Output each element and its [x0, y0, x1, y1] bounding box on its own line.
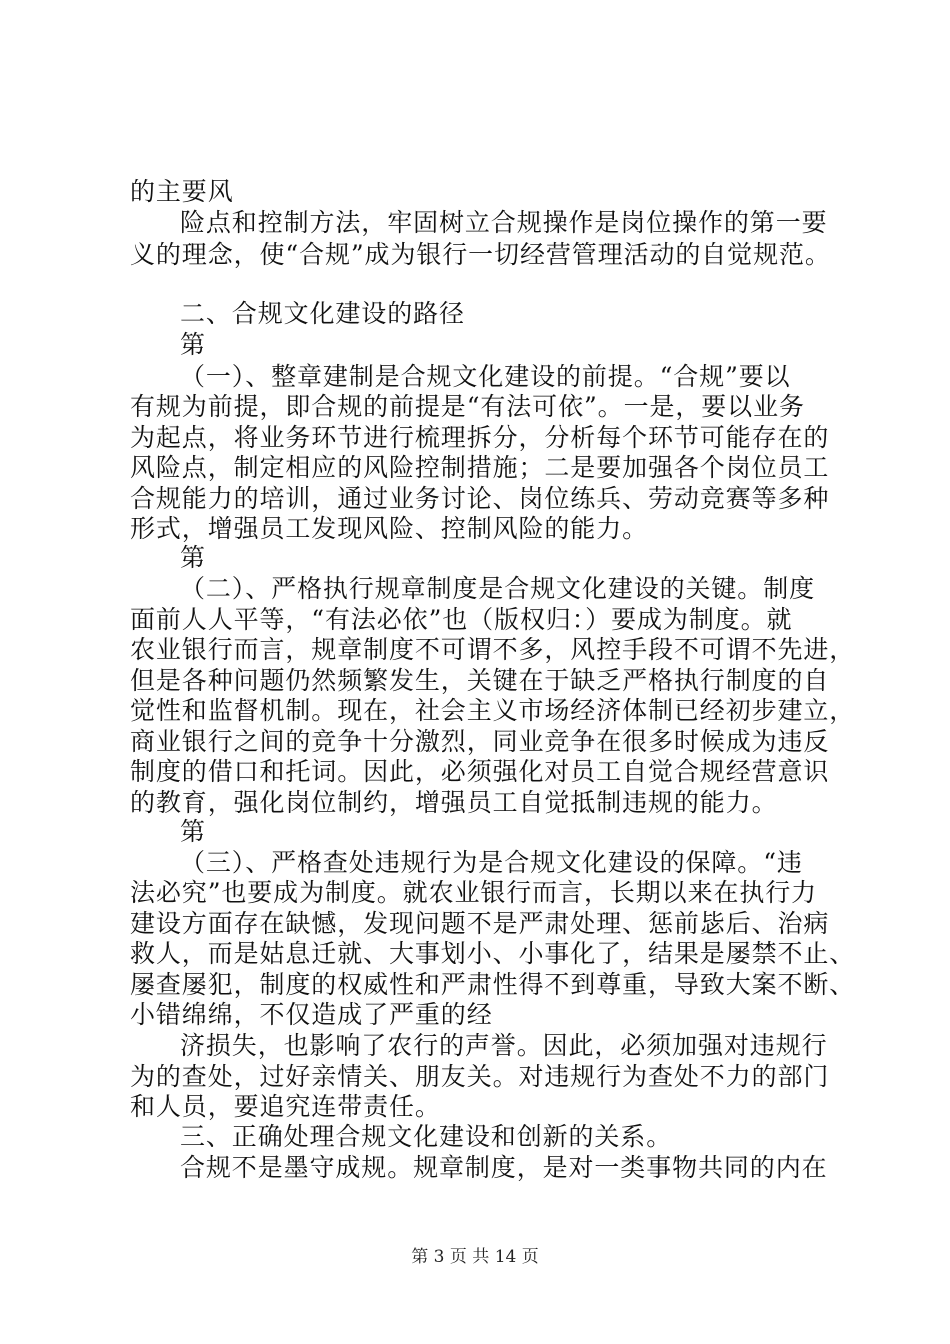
text-line: 的教育，强化岗位制约，增强员工自觉抵制违规的能力。	[130, 788, 778, 817]
text-line: 义的理念，使“合规”成为银行一切经营管理活动的自觉规范。	[130, 240, 831, 269]
text-line: 农业银行而言，规章制度不可谓不多，风控手段不可谓不先进，	[130, 635, 856, 664]
text-line: 有规为前提，即合规的前提是“有法可依”。一是，要以业务	[130, 392, 805, 421]
text-line: 第	[180, 543, 206, 572]
text-line: 形式，增强员工发现风险、控制风险的能力。	[130, 514, 649, 543]
text-line: 但是各种问题仍然频繁发生，关键在于缺乏严格执行制度的自	[130, 666, 830, 695]
text-line: 法必究”也要成为制度。就农业银行而言，长期以来在执行力	[130, 878, 818, 907]
text-line: 和人员，要追究连带责任。	[130, 1092, 441, 1121]
text-line: 为起点，将业务环节进行梳理拆分，分析每个环节可能存在的	[130, 423, 830, 452]
text-line: 为的查处，过好亲情关、朋友关。对违规行为查处不力的部门	[130, 1062, 830, 1091]
text-line: 风险点，制定相应的风险控制措施；二是要加强各个岗位员工	[130, 453, 830, 482]
text-line: 小错绵绵，不仅造成了严重的经	[130, 1000, 493, 1029]
text-line: 第	[180, 817, 206, 846]
text-line: （三）、严格查处违规行为是合规文化建设的保障。“违	[180, 848, 803, 877]
text-line: 合规不是墨守成规。规章制度，是对一类事物共同的内在	[180, 1153, 828, 1182]
text-line: 救人，而是姑息迁就、大事划小、小事化了，结果是屡禁不止、	[130, 939, 856, 968]
text-line: 商业银行之间的竞争十分激烈，同业竞争在很多时候成为违反	[130, 727, 830, 756]
text-line: 觉性和监督机制。现在，社会主义市场经济体制已经初步建立，	[130, 696, 856, 725]
text-line: 险点和控制方法，牢固树立合规操作是岗位操作的第一要	[180, 208, 828, 237]
text-line: （一）、整章建制是合规文化建设的前提。“合规”要以	[180, 362, 791, 391]
text-line: 合规能力的培训，通过业务讨论、岗位练兵、劳动竞赛等多种	[130, 484, 830, 513]
text-line: 面前人人平等，“有法必依”也（版权归：）要成为制度。就	[130, 605, 793, 634]
section-heading: 二、合规文化建设的路径	[180, 299, 465, 328]
text-line: （二）、严格执行规章制度是合规文化建设的关键。制度	[180, 574, 816, 603]
text-line: 的主要风	[130, 177, 234, 206]
text-line: 济损失，也影响了农行的声誉。因此，必须加强对违规行	[180, 1031, 828, 1060]
text-line: 屡查屡犯，制度的权威性和严肃性得不到尊重，导致大案不断、	[130, 970, 856, 999]
page-number-footer: 第 3 页 共 14 页	[411, 1247, 539, 1267]
text-line: 制度的借口和托词。因此，必须强化对员工自觉合规经营意识	[130, 757, 830, 786]
text-line: 建设方面存在缺憾，发现问题不是严肃处理、惩前毖后、治病	[130, 909, 830, 938]
text-line: 第	[180, 330, 206, 359]
section-heading: 三、正确处理合规文化建设和创新的关系。	[180, 1122, 673, 1151]
